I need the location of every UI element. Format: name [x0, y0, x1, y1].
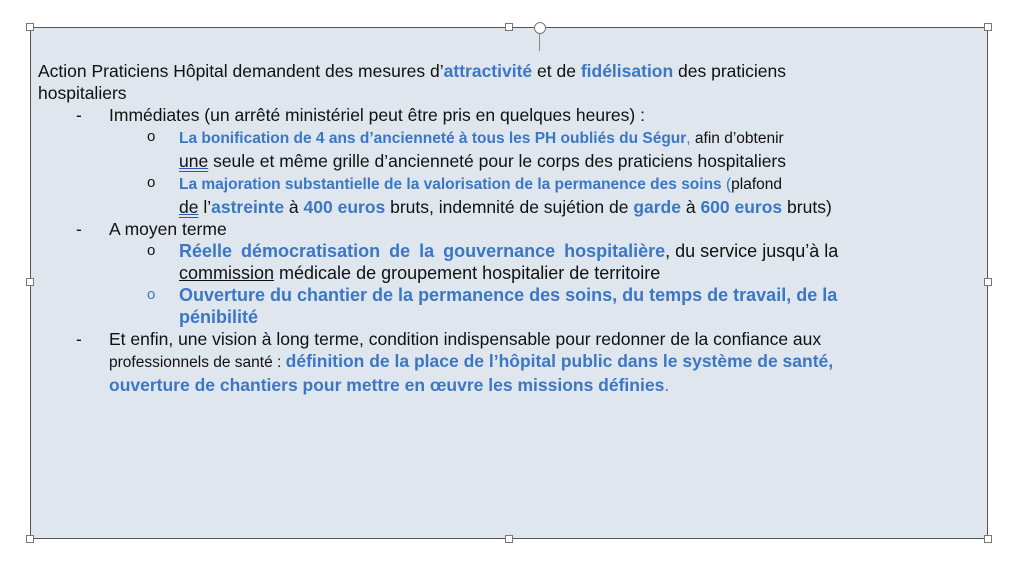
intro-text: hospitaliers — [38, 83, 127, 103]
sub-item-text: plafond — [731, 176, 783, 193]
sub-item-democratisation — [38, 240, 982, 284]
resize-handle-bottom-middle[interactable] — [505, 535, 513, 543]
resize-handle-top-left[interactable] — [26, 23, 34, 31]
sub-item-text: bruts, indemnité de sujétion de — [385, 197, 634, 217]
sub-item-bold: Ouverture du chantier de la permanence des soins, du temps de travail, de la — [179, 285, 838, 305]
sub-item-ouverture — [38, 284, 982, 328]
list-item-text: Et enfin, une vision à long terme, condition indispensable pour redonner de la confiance aux — [109, 329, 822, 349]
sub-item-text: ( — [721, 176, 732, 193]
intro-text: Action Praticiens Hôpital demandent des mesures d’ — [38, 61, 444, 81]
list-item-moyen-terme — [38, 218, 982, 240]
sub-item-bold: La bonification de 4 ans d’ancienneté à tous les PH oubliés du Ségur — [179, 130, 687, 147]
intro-keyword-attractivite: attractivité — [443, 61, 533, 81]
dash-bullet: - — [76, 105, 82, 125]
spellcheck-underlined-word: commission — [179, 263, 275, 283]
sub-item-majoration — [38, 172, 982, 218]
intro-paragraph — [38, 60, 982, 104]
list-item-long-terme — [38, 328, 982, 396]
list-item-text: A moyen terme — [109, 219, 227, 239]
rotation-handle[interactable] — [534, 22, 546, 34]
dash-bullet: - — [76, 329, 82, 349]
sub-item-bold: garde — [633, 197, 681, 217]
sub-item-bold: Réelle démocratisation de la gouvernance hospitalière — [179, 241, 666, 261]
circle-bullet: o — [147, 286, 156, 303]
intro-keyword-fidelisation: fidélisation — [580, 61, 674, 81]
list-item-immediates — [38, 104, 982, 126]
sub-item-text: , du service jusqu’à la — [665, 241, 839, 261]
sub-item-text: , — [686, 130, 691, 147]
circle-bullet: o — [147, 174, 156, 191]
dash-bullet: - — [76, 219, 82, 239]
resize-handle-bottom-right[interactable] — [984, 535, 992, 543]
text-content[interactable] — [38, 60, 982, 396]
sub-item-bold: astreinte — [211, 197, 285, 217]
resize-handle-middle-left[interactable] — [26, 278, 34, 286]
sub-item-text: seule et même grille d’ancienneté pour le corps des praticiens hospitaliers — [208, 151, 787, 171]
resize-handle-top-middle[interactable] — [505, 23, 513, 31]
list-item-text: Immédiates (un arrêté ministériel peut être pris en quelques heures) : — [109, 105, 645, 125]
sub-item-bold: 400 euros — [303, 197, 386, 217]
list-item-bold: ouverture de chantiers pour mettre en œuvre les missions définies — [109, 375, 665, 395]
intro-text: des praticiens — [673, 61, 787, 81]
spellcheck-underlined-word: une — [179, 151, 209, 171]
circle-bullet: o — [147, 128, 156, 145]
sub-item-text: à — [680, 197, 701, 217]
intro-text: et de — [532, 61, 581, 81]
circle-bullet: o — [147, 242, 156, 259]
resize-handle-bottom-left[interactable] — [26, 535, 34, 543]
list-item-text: professionnels de santé : — [109, 354, 286, 371]
sub-item-text: afin d’obtenir — [690, 130, 784, 147]
spellcheck-underlined-word: de — [179, 197, 199, 217]
rotation-stem — [539, 34, 540, 51]
sub-item-bonification — [38, 126, 982, 172]
sub-item-text: bruts) — [782, 197, 832, 217]
list-item-text: . — [664, 375, 670, 395]
list-item-bold: définition de la place de l’hôpital public dans le système de santé, — [285, 351, 834, 371]
sub-item-bold: pénibilité — [179, 307, 259, 327]
sub-item-bold: 600 euros — [700, 197, 783, 217]
resize-handle-top-right[interactable] — [984, 23, 992, 31]
sub-item-text: à — [284, 197, 304, 217]
sub-item-text: l’ — [198, 197, 212, 217]
sub-item-bold: La majoration substantielle de la valorisation de la permanence des soins — [179, 176, 722, 193]
sub-item-text: médicale de groupement hospitalier de territoire — [274, 263, 661, 283]
